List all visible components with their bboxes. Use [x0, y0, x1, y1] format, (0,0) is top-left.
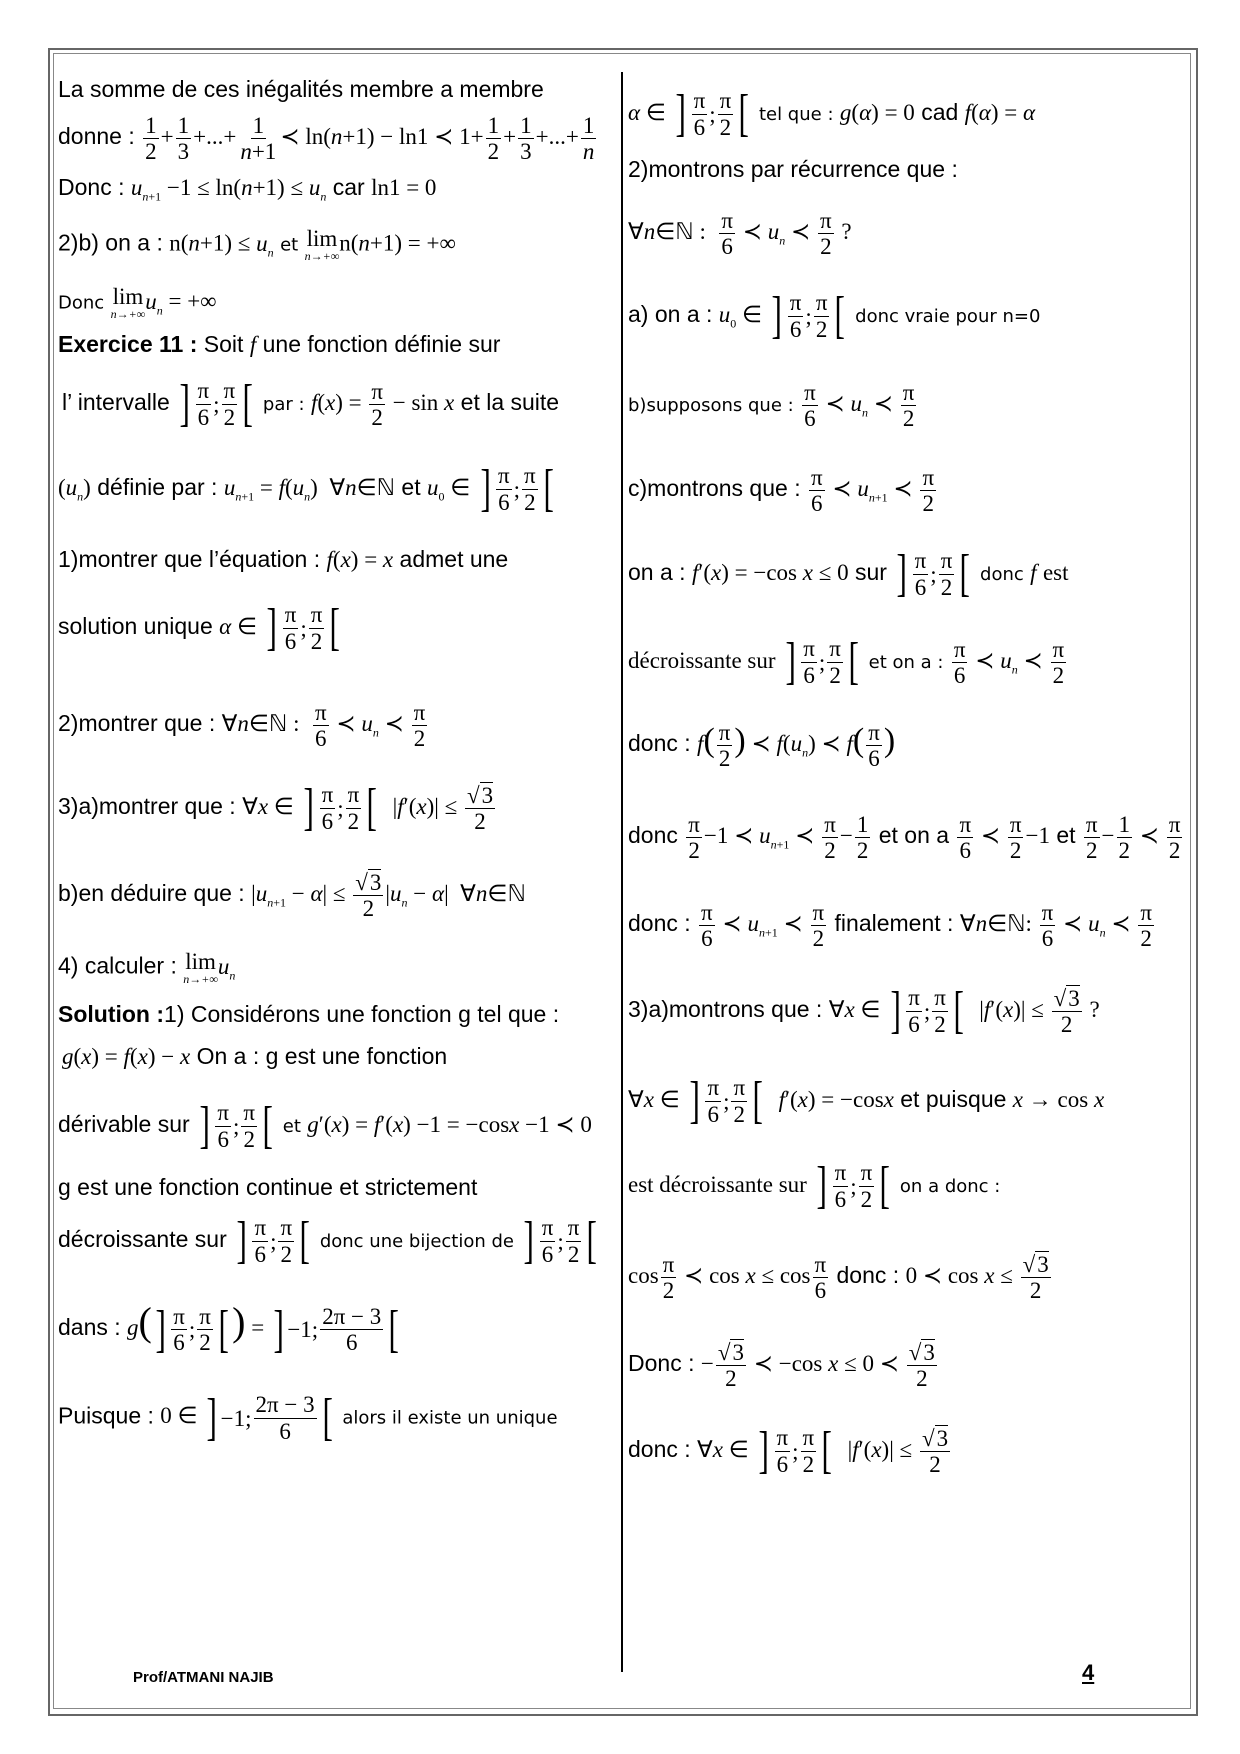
right-line-6: c)montrons que : $\frac{\pi}{6}$ ≺ $u_{n+1}$ ≺ $\frac{\pi}{2}$	[628, 465, 935, 517]
left-line-14: 4) calculer : lim n→+∞ $u_n$	[58, 949, 236, 986]
formula-q2: ∀n∈ℕ : $\frac{\pi}{6}$ ≺ $u_n$ ≺ $\frac{\pi}{2}$	[221, 700, 426, 752]
label-donc-r15: donc :	[836, 1262, 900, 1289]
label-2b: 2)b) on a :	[58, 229, 163, 256]
right-line-11: donc : $\frac{\pi}{6}$ ≺ $u_{n+1}$ ≺ $\frac{\pi}{2}$ finalement : ∀n∈ℕ: $\frac{\pi}{6}$ ≺ $u_n$ ≺ $\frac{\pi}{2}$	[628, 900, 1152, 952]
footer-author: Prof/ATMANI NAJIB	[133, 1669, 274, 1686]
label-et-on-a: et on a :	[868, 652, 944, 674]
label-et-la-suite: et la suite	[460, 389, 560, 416]
label-supposons: b)supposons que :	[628, 395, 794, 417]
label-intervalle: l’ intervalle	[62, 389, 170, 416]
label-donc-f: donc	[980, 564, 1024, 586]
formula-fx-x: f(x) = x	[326, 547, 394, 572]
left-line-5: Donc lim n→+∞ $u_n$ = +∞	[58, 284, 217, 321]
left-line-10: solution unique α ∈ ] $\frac{\pi}{6}$ ; $\frac{\pi}{2}$ [	[58, 599, 341, 656]
label-dans: dans :	[58, 1314, 121, 1340]
exercise-title: Exercice 11 :	[58, 331, 198, 357]
right-line-13: ∀x ∈ ] $\frac{\pi}{6}$ ; $\frac{\pi}{2}$ [ f′(x) = −cosx et puisque x → cos x	[628, 1072, 1105, 1129]
solution-line-2: On a : g est une fonction	[196, 1043, 448, 1069]
label-est: est	[1042, 560, 1069, 586]
solution-title: Solution :	[58, 1001, 165, 1027]
question-1: 1)montrer que l’équation :	[58, 546, 321, 572]
label-donc-small: Donc	[58, 292, 105, 314]
question-3b: b)en déduire que :	[58, 880, 245, 907]
formula-recurrence: $u_{n+1} = f(u_n)$ ∀n∈ℕ	[223, 475, 396, 504]
label-et-3: et	[282, 1116, 301, 1138]
left-line-20	[58, 1299, 403, 1358]
label-cad: cad	[921, 99, 959, 126]
left-line-17: dérivable sur ] $\frac{\pi}{6}$ ; $\frac{\pi}{2}$ [ et g′(x) = f′(x) −1 = −cosx −1 ≺ 0	[58, 1097, 592, 1154]
right-line-4: a) on a : $u_0$ ∈ ] $\frac{\pi}{6}$ ; $\frac{\pi}{2}$ [ donc vraie pour n=0	[628, 287, 1041, 344]
label-bijection: donc une bijection de	[319, 1231, 515, 1253]
exercise-intro-2: une fonction définie sur	[262, 331, 501, 357]
right-line-16: Donc : − $\frac{√3}{2}$ ≺ −cos x ≤ 0 ≺ $\frac{√3}{2}$	[628, 1340, 935, 1392]
label-tel-que: tel que :	[758, 104, 834, 126]
left-line-3	[58, 176, 436, 203]
solution-line-5: décroissante sur	[58, 1226, 227, 1253]
right-line-15: cos $\frac{\pi}{2}$ ≺ cos x ≤ cos $\frac{\pi}{6}$ donc : 0 ≺ cos x ≤ $\frac{√3}{2}$	[628, 1252, 1049, 1304]
left-line-21	[58, 1389, 558, 1446]
question-3a: 3)a)montrer que :	[58, 793, 236, 820]
left-line-13	[58, 870, 526, 922]
label-et-2: et	[401, 474, 421, 501]
formula-g-image: g( ] $\frac{\pi}{6}$ ; $\frac{\pi}{2}$ [ ) = ] −1; $\frac{2\pi - 3}{6}$ [	[127, 1299, 400, 1358]
solution-line-3: dérivable sur	[58, 1111, 190, 1138]
left-line-2	[58, 113, 598, 165]
interval-pi6-pi2: ] $\frac{\pi}{6}$ ; $\frac{\pi}{2}$ [	[179, 375, 254, 432]
right-line-5: b)supposons que : $\frac{\pi}{6}$ ≺ $u_n$ ≺ $\frac{\pi}{2}$	[628, 380, 915, 432]
label-definie-par: définie par :	[97, 474, 218, 501]
left-line-16	[62, 1045, 447, 1068]
right-line-10: donc $\frac{\pi}{2}$ −1 ≺ $u_{n+1}$ ≺ $\frac{\pi}{2}$ − $\frac{1}{2}$ et on a $\frac{\pi}{6}$ ≺ $\frac{\pi}{2}$ −1 et $\frac{\pi}{2}$ − $\frac{1}{2}$ ≺ $\frac{\pi}{2}$	[628, 812, 1181, 864]
formula-un-bound: $u_{n+1} -1 \le \ln(n+1) \le u_n$	[130, 175, 327, 204]
left-line-19: décroissante sur ] $\frac{\pi}{6}$ ; $\frac{\pi}{2}$ [ donc une bijection de ] $\frac{\pi}{6}$ ; $\frac{\pi}{2}$ [	[58, 1212, 598, 1269]
label-et-r10: et	[1056, 822, 1076, 849]
left-line-15	[58, 1003, 559, 1026]
label-puisque: Puisque :	[58, 1402, 154, 1429]
right-line-7: on a : f′(x) = −cos x ≤ 0 sur ] $\frac{\pi}{6}$ ; $\frac{\pi}{2}$ [ donc f est	[628, 545, 1069, 602]
left-line-11	[58, 700, 429, 752]
label-donc: Donc :	[58, 174, 125, 200]
left-line-4: 2)b) on a : $n(n+1) \le u_n$ et lim n→+∞ n(n+1) = +∞	[58, 226, 456, 263]
label-decroissante-sur: décroissante sur	[628, 648, 776, 674]
exercise-intro: Soit	[203, 331, 244, 357]
label-unique: alors il existe un unique	[342, 1407, 558, 1429]
formula-harmonic-ineq: $\frac{1}{2}$ + $\frac{1}{3}$ +...+ $\frac{1}{n+1}$ ≺ ln(n+1) − ln1 ≺ 1+ $\frac{1}{2}$ + $\frac{1}{3}$ +...+ $\frac{1}{n}$	[145, 113, 595, 165]
question-2: 2)montrer que :	[58, 710, 216, 737]
formula-g-prime: g′(x) = f′(x) −1 = −cosx −1 ≺ 0	[307, 1112, 592, 1138]
right-line-8: décroissante sur ] $\frac{\pi}{6}$ ; $\frac{\pi}{2}$ [ et on a : $\frac{\pi}{6}$ ≺ $u_n$ ≺ $\frac{\pi}{2}$	[628, 633, 1065, 690]
solution-text: 1) Considérons une fonction g tel que :	[164, 1001, 560, 1027]
label-et-puisque: et puisque	[900, 1086, 1007, 1113]
label-donc-r16: Donc :	[628, 1350, 695, 1377]
label-donne: donne :	[58, 123, 135, 150]
label-finalement: finalement :	[834, 910, 954, 937]
right-line-17: donc : ∀x ∈ ] $\frac{\pi}{6}$ ; $\frac{\pi}{2}$ [ |f′(x)| ≤ $\frac{√3}{2}$	[628, 1422, 949, 1479]
label-donc-r9: donc :	[628, 730, 691, 757]
right-line-9	[628, 720, 895, 772]
label-a-on-a: a) on a :	[628, 301, 713, 328]
formula-g-def: g(x) = f(x) − x	[62, 1044, 191, 1069]
formula-contraction: $|u_{n+1} - \alpha|$ ≤ $\frac{√3}{2}$ $|u_n - \alpha|$ ∀n∈ℕ	[251, 870, 526, 922]
label-donc-r10: donc	[628, 822, 678, 849]
left-line-8: $(u_n)$ définie par : $u_{n+1} = f(u_n)$ ∀n∈ℕ et $u_0$ ∈ ] $\frac{\pi}{6}$ ; $\frac{\pi}{2}$ [	[58, 460, 554, 517]
formula-f-alpha: f(α) = α	[964, 100, 1036, 126]
formula-zero-in: 0 ∈ ] −1; $\frac{2\pi - 3}{6}$ [	[160, 1389, 333, 1446]
formula-fprime-bound: |f′(x)| ≤ $\frac{√3}{2}$	[386, 783, 494, 835]
label-montrons-que: c)montrons que :	[628, 475, 801, 502]
formula-lim-n: lim n→+∞	[304, 226, 340, 263]
text-sum-inequalities: La somme de ces inégalités membre a membre	[58, 76, 544, 102]
label-vraie-n0: donc vraie pour n=0	[855, 306, 1041, 328]
text-recurrence: 2)montrons par récurrence que :	[628, 156, 958, 182]
right-line-12: 3)a)montrons que : ∀x ∈ ] $\frac{\pi}{6}$ ; $\frac{\pi}{2}$ [ |f′(x)| ≤ $\frac{√3}{2}$ ?	[628, 982, 1100, 1039]
formula-lim-un: lim n→+∞	[110, 284, 146, 321]
label-3a-montrons: 3)a)montrons que :	[628, 996, 823, 1023]
page-number: 4	[1082, 1660, 1095, 1685]
formula-f-monotone: f( $\frac{\pi}{2}$ ) ≺ $f(u_n)$ ≺ f( $\frac{\pi}{6}$ )	[697, 720, 896, 772]
label-car: car	[332, 174, 365, 200]
label-donc-r17: donc :	[628, 1436, 691, 1463]
left-line-7	[62, 375, 560, 432]
label-et-on-a-2: et on a	[878, 822, 950, 849]
formula-fprime: f′(x) = −cos x ≤ 0	[691, 560, 849, 586]
solution-line-4: g est une fonction continue et strictement	[58, 1174, 478, 1200]
question-4: 4) calculer :	[58, 952, 177, 979]
label-par: par :	[262, 394, 305, 416]
formula-u0: $u_0$ ∈	[426, 475, 471, 504]
left-line-1	[58, 78, 544, 101]
left-line-12: 3)a)montrer que : ∀x ∈ ] $\frac{\pi}{6}$ ; $\frac{\pi}{2}$ [ |f′(x)| ≤ $\frac{√3}{2}$	[58, 782, 497, 835]
right-line-1: α ∈ ] $\frac{\pi}{6}$ ; $\frac{\pi}{2}$ [ tel que : g(α) = 0 cad f(α) = α	[628, 85, 1036, 142]
label-est-decroissante: est décroissante sur	[628, 1172, 807, 1198]
label-on-a: on a :	[628, 559, 686, 586]
label-donc-r11: donc :	[628, 910, 691, 937]
label-sur: sur	[855, 559, 887, 586]
left-line-6: Exercice 11 : Soit f une fonction définie sur	[58, 331, 501, 357]
formula-g-alpha: g(α) = 0	[839, 100, 915, 126]
label-et: et	[280, 234, 299, 256]
column-divider	[621, 72, 623, 1672]
formula-ln1: ln1 = 0	[371, 175, 437, 200]
question-1-end: admet une	[399, 546, 509, 572]
label-on-a-donc: on a donc :	[899, 1176, 1001, 1198]
formula-recurrence-goal: ∀n∈ℕ : $\frac{\pi}{6}$ ≺ $u_n$ ≺ $\frac{\pi}{2}$ ?	[628, 208, 852, 260]
formula-n-bound: $n(n+1) \le u_n$	[169, 230, 274, 260]
question-1b: solution unique	[58, 613, 213, 640]
right-line-3	[628, 208, 852, 260]
left-line-18	[58, 1176, 477, 1199]
formula-f-def: f(x) = $\frac{\pi}{2}$ − sin x	[310, 379, 455, 431]
left-line-9	[58, 548, 508, 571]
right-line-2	[628, 158, 958, 181]
right-line-14: est décroissante sur ] $\frac{\pi}{6}$ ; $\frac{\pi}{2}$ [ on a donc :	[628, 1157, 1001, 1214]
